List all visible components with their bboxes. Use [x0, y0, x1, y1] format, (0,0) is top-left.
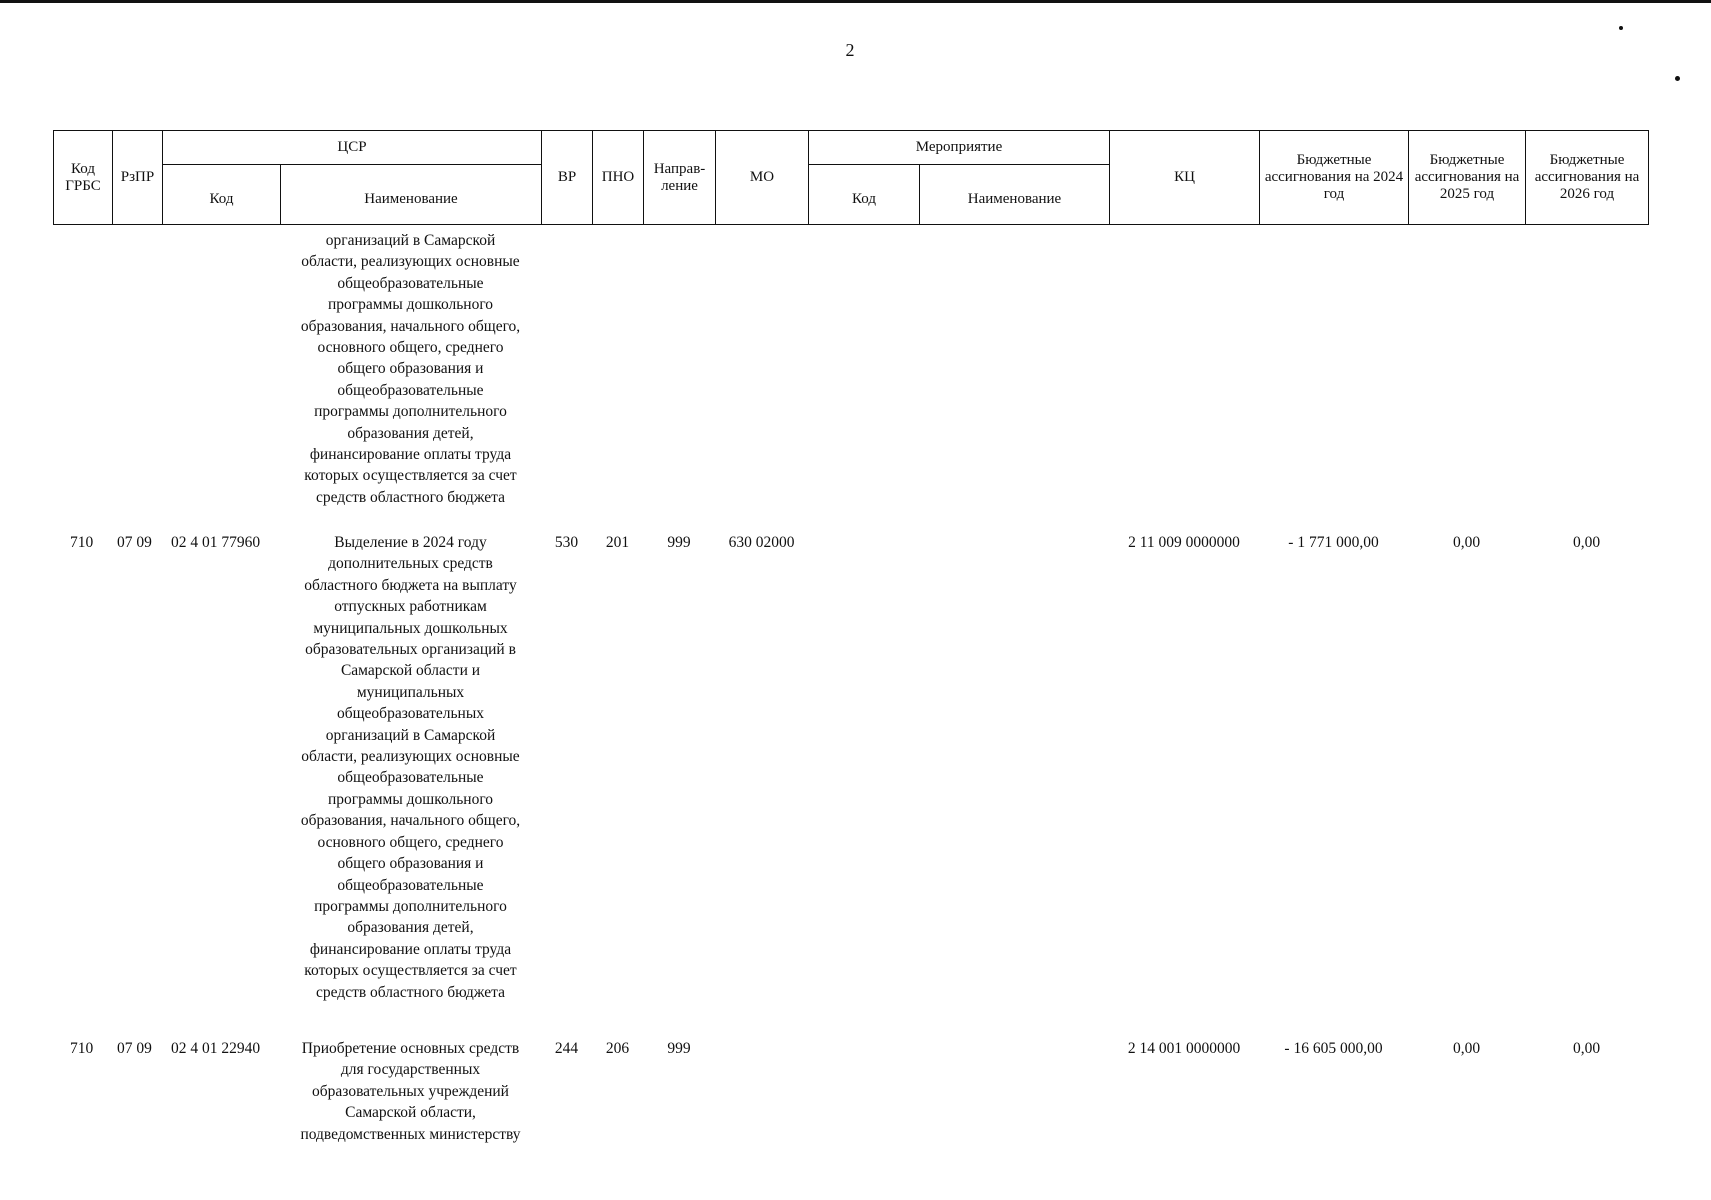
cell-budget-2026: 0,00 [1572, 534, 1601, 551]
name-line: для государственных [340, 1061, 481, 1079]
scan-speck [1619, 26, 1623, 30]
name-line: общего образования и [337, 855, 484, 873]
name-line: общеобразовательные [337, 381, 484, 399]
name-line: финансирование оплаты труда [309, 940, 512, 958]
cell-budget-2025: 0,00 [1452, 1040, 1481, 1057]
header-kod-grbs: Код ГРБС [54, 131, 113, 225]
name-line: программы дошкольного [327, 790, 494, 808]
page-number: 2 [845, 40, 855, 60]
name-line: областного бюджета на выплату [304, 576, 517, 594]
cell-kc: 2 14 001 0000000 [1127, 1040, 1241, 1057]
name-line: муниципальных [356, 683, 465, 701]
cell-budget-2024: - 1 771 000,00 [1288, 534, 1379, 551]
cell-vr: 530 [554, 534, 579, 551]
header-vr: ВР [542, 131, 593, 225]
header-csr-kod: Код [163, 165, 281, 225]
name-line: которых осуществляется за счет [304, 467, 517, 485]
cell-rzpr: 07 09 [117, 1040, 152, 1057]
name-line: общеобразовательных [336, 705, 484, 723]
name-line: подведомственных министерству [300, 1125, 521, 1143]
header-budget-2024: Бюджетные ассигнования на 2024 год [1260, 131, 1409, 225]
name-line: организаций в Самарской [325, 232, 496, 249]
header-budget-2025: Бюджетные ассигнования на 2025 год [1409, 131, 1526, 225]
name-line: области, реализующих основные [301, 253, 520, 271]
header-mo: МО [716, 131, 809, 225]
name-line: общего образования и [337, 360, 484, 378]
name-line: Выделение в 2024 году [334, 534, 487, 551]
name-line: программы дополнительного [314, 403, 507, 421]
name-line: образования детей, [347, 424, 474, 442]
name-line: образовательных организаций в [305, 641, 516, 659]
header-rzpr: РзПР [113, 131, 163, 225]
cell-napravlenie: 999 [667, 1040, 691, 1057]
cell-pno: 206 [605, 1040, 630, 1057]
name-line: которых осуществляется за счет [304, 962, 517, 980]
name-line: образования, начального общего, [300, 812, 521, 830]
header-pno: ПНО [593, 131, 644, 225]
cell-name [280, 1038, 541, 1145]
header-csr: ЦСР [163, 131, 542, 165]
header-meropriyatie: Мероприятие [809, 131, 1110, 165]
name-line: области, реализующих основные [301, 748, 520, 766]
name-line: общеобразовательные [337, 876, 484, 894]
name-line: средств областного бюджета [316, 983, 505, 1001]
name-line: основного общего, среднего [317, 833, 504, 851]
name-line: общеобразовательные [337, 769, 484, 787]
cell-csr-kod: 02 4 01 22940 [171, 1040, 261, 1057]
name-line: организаций в Самарской [325, 726, 496, 744]
name-line: финансирование оплаты труда [309, 446, 512, 464]
cell-budget-2024: - 16 605 000,00 [1284, 1040, 1383, 1057]
cell-grbs: 710 [70, 1040, 94, 1057]
cell-grbs: 710 [70, 534, 94, 551]
name-line: программы дополнительного [314, 897, 507, 915]
cell-vr: 244 [554, 1040, 579, 1057]
cell-csr-kod: 02 4 01 77960 [171, 534, 261, 551]
name-line: образования, начального общего, [300, 317, 521, 335]
name-line: общеобразовательные [337, 274, 484, 292]
name-line: Самарской области, [345, 1104, 476, 1122]
name-line: дополнительных средств [328, 555, 493, 573]
header-napravlenie: Направ-ление [644, 131, 716, 225]
name-line: отпускных работникам [334, 598, 487, 616]
name-line: Приобретение основных средств [301, 1040, 520, 1057]
name-line: образования детей, [347, 919, 474, 937]
name-line: средств областного бюджета [316, 488, 505, 506]
cell-budget-2026: 0,00 [1572, 1040, 1601, 1057]
header-budget-2026: Бюджетные ассигнования на 2026 год [1526, 131, 1649, 225]
header-mer-name: Наименование [920, 165, 1110, 225]
cell-name [280, 532, 541, 1003]
header-kc: КЦ [1110, 131, 1260, 225]
cell-rzpr: 07 09 [117, 534, 152, 551]
scan-speck [1675, 76, 1680, 81]
cell-mo: 630 02000 [728, 534, 795, 551]
cell-napravlenie: 999 [667, 534, 691, 551]
name-line: программы дошкольного [327, 296, 494, 314]
cell-budget-2025: 0,00 [1452, 534, 1481, 551]
name-line: Самарской области и [340, 662, 481, 680]
continuation-name [280, 230, 541, 508]
cell-kc: 2 11 009 0000000 [1128, 534, 1240, 551]
table-header [53, 130, 1649, 225]
name-line: образовательных учреждений [312, 1082, 509, 1100]
name-line: муниципальных дошкольных [313, 619, 508, 637]
header-csr-name: Наименование [281, 165, 542, 225]
header-mer-kod: Код [809, 165, 920, 225]
cell-pno: 201 [605, 534, 630, 551]
name-line: основного общего, среднего [317, 339, 504, 357]
top-scan-edge [0, 0, 1711, 3]
